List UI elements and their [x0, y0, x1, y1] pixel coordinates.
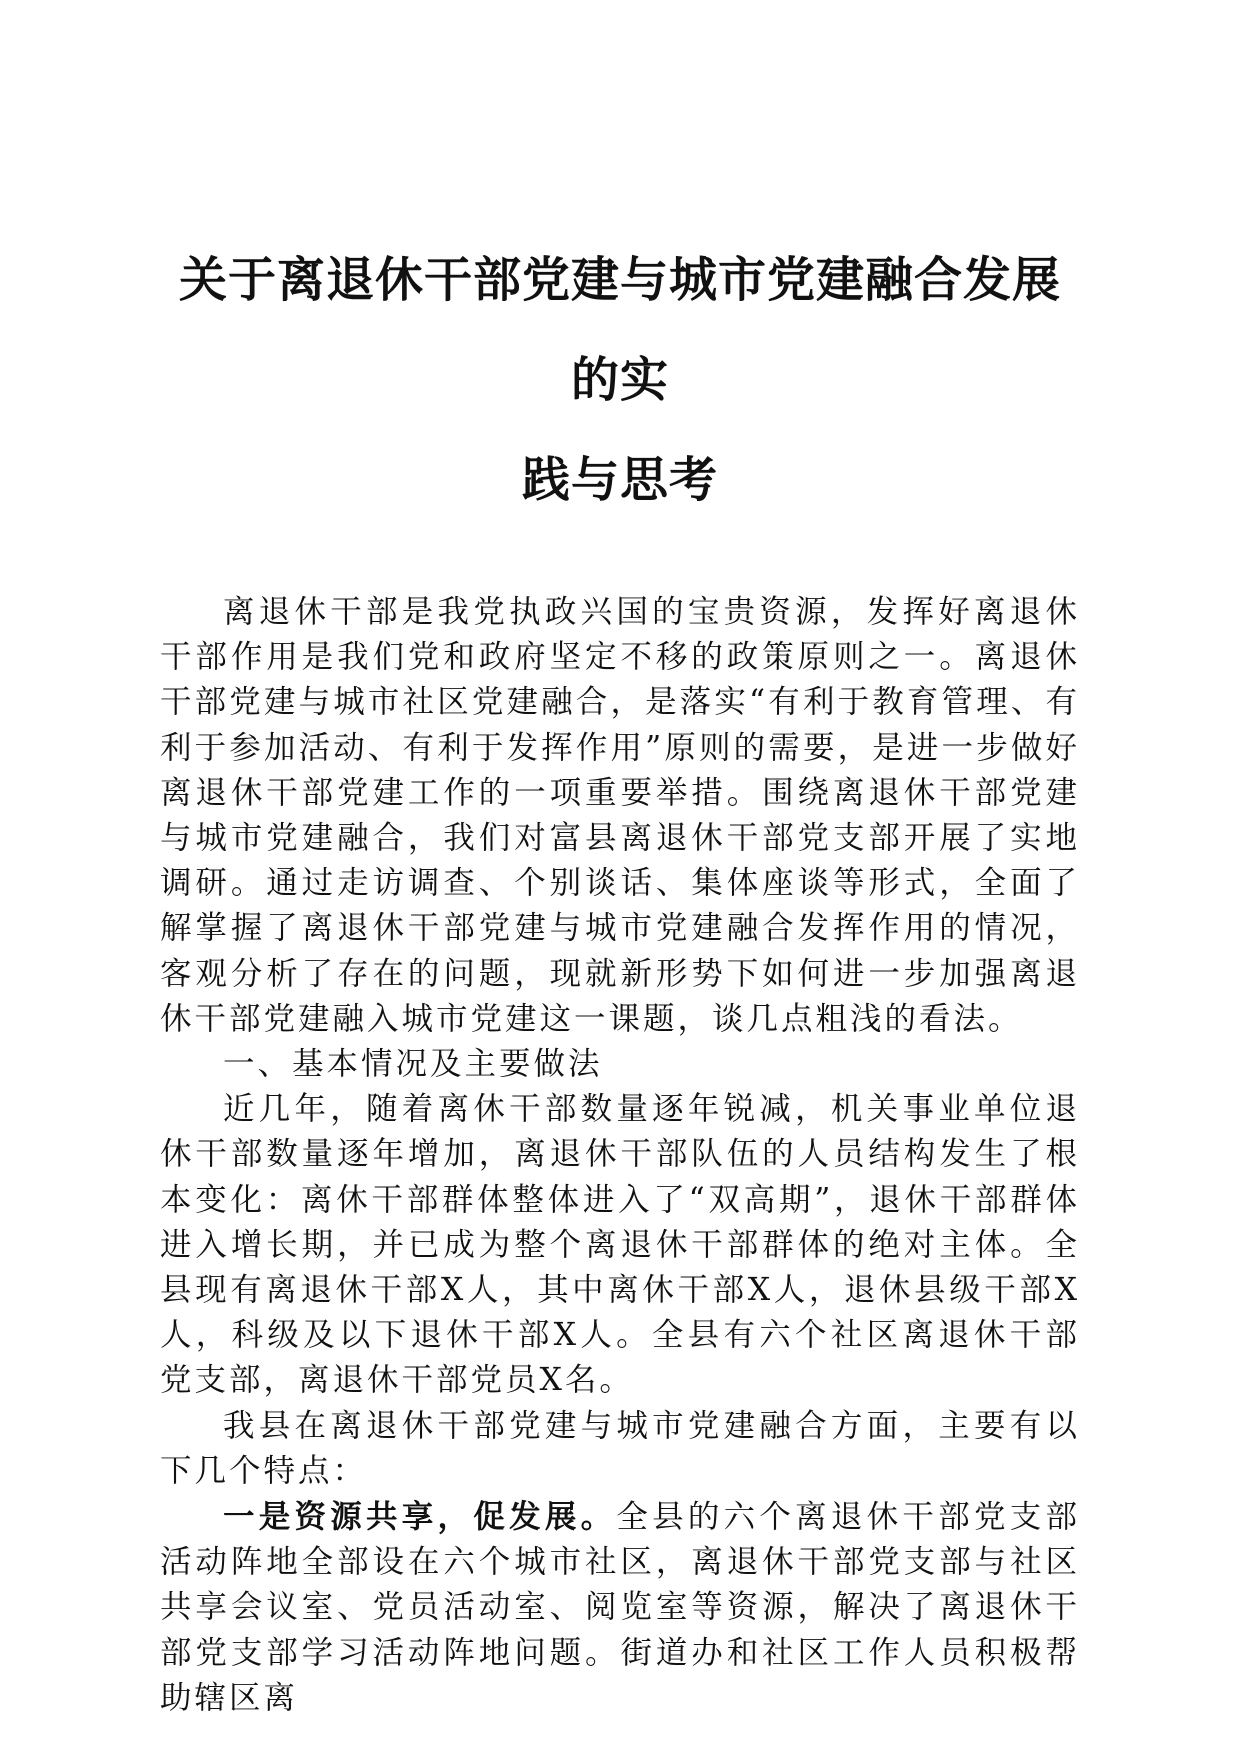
point-1-paragraph [160, 1494, 1080, 1721]
section1-paragraph-2: 我县在离退休干部党建与城市党建融合方面，主要有以下几个特点： [160, 1407, 1080, 1489]
document-body [160, 590, 1080, 1721]
document-title [160, 230, 1080, 530]
section-heading-basic-situation: 一、基本情况及主要做法 [223, 1046, 603, 1083]
title-line-2: 践与思考 [521, 452, 718, 508]
point-1-text: 全县的六个离退休干部党支部活动阵地全部设在六个城市社区，离退休干部党支部与社区共享会议室、党员活动室、阅览室等资源，解决了离退休干部党支部学习活动阵地问题。街道办和社区工作人员积极帮助辖区离 [160, 1499, 1080, 1716]
section1-paragraph-1: 近几年，随着离休干部数量逐年锐减，机关事业单位退休干部数量逐年增加，离退休干部队伍的人员结构发生了根本变化：离休干部群体整体进入了“双高期”，退休干部群体进入增长期，并已成为整个离退休干部群体的绝对主体。全县现有离退休干部X人，其中离休干部X人，退休县级干部X人，科级及以下退休干部X人。全县有六个社区离退休干部党支部，离退休干部党员X名。 [160, 1091, 1080, 1399]
intro-paragraph: 离退休干部是我党执政兴国的宝贵资源，发挥好离退休干部作用是我们党和政府坚定不移的政策原则之一。离退休干部党建与城市社区党建融合，是落实“有利于教育管理、有利于参加活动、有利于发挥作用”原则的需要，是进一步做好离退休干部党建工作的一项重要举措。围绕离退休干部党建与城市党建融合，我们对富县离退休干部党支部开展了实地调研。通过走访调查、个别谈话、集体座谈等形式，全面了解掌握了离退休干部党建与城市党建融合发挥作用的情况，客观分析了存在的问题，现就新形势下如何进一步加强离退休干部党建融入城市党建这一课题，谈几点粗浅的看法。 [160, 594, 1080, 1037]
title-line-1: 关于离退休干部党建与城市党建融合发展的实 [178, 252, 1061, 408]
point-1-lead: 一是资源共享，促发展。 [223, 1498, 617, 1536]
document-page [160, 230, 1080, 1721]
